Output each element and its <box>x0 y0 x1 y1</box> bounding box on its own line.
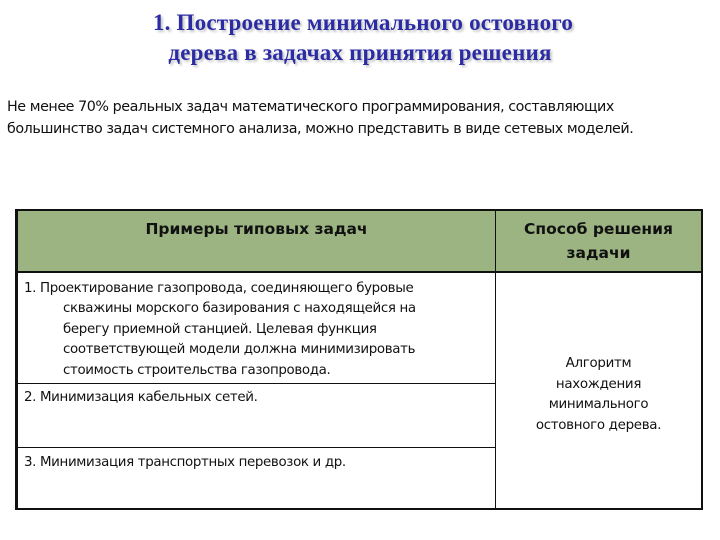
header-examples: Примеры типовых задач <box>145 220 368 238</box>
solution-line-4: остовного дерева. <box>535 417 662 433</box>
row-1-line-2: скважины морского базирования с находящейся на <box>63 301 416 317</box>
row-1-line-4: соответствующей модели должна минимизировать <box>63 342 416 358</box>
tasks-table <box>15 209 703 510</box>
intro-line-2: большинство задач системного анализа, можно представить в виде сетевых моделей. <box>7 121 634 137</box>
slide-title <box>0 8 720 68</box>
table-row <box>18 448 495 510</box>
solution-line-3: минимального <box>548 397 649 412</box>
header-solution-method <box>496 211 701 271</box>
table-row <box>18 273 495 384</box>
table-header <box>18 211 701 273</box>
solution-line-2: нахождения <box>555 376 642 392</box>
intro-line-1: Не менее 70% реальных задач математического программирования, составляющих <box>7 99 614 115</box>
row-1-line-3: берегу приемной станцией. Целевая функция <box>63 321 377 337</box>
title-line-1: 1. Построение минимального остовного <box>152 10 574 35</box>
row-1-line-5: стоимость строительства газопровода. <box>63 362 331 378</box>
title-line-2: дерева в задачах принятия решения <box>168 40 552 65</box>
solution-line-1: Алгоритм <box>565 356 632 371</box>
row-2-text: 2. Минимизация кабельных сетей. <box>24 390 258 405</box>
header-solution-line-1: Способ решения <box>524 220 673 238</box>
solution-cell <box>496 273 701 510</box>
table-row <box>18 384 495 448</box>
row-3-text: 3. Минимизация транспортных перевозок и др. <box>24 455 346 470</box>
row-1-line-1: 1. Проектирование газопровода, соединяющего буровые <box>24 281 414 296</box>
intro-paragraph <box>7 96 717 140</box>
header-solution-line-2: задачи <box>566 244 631 262</box>
